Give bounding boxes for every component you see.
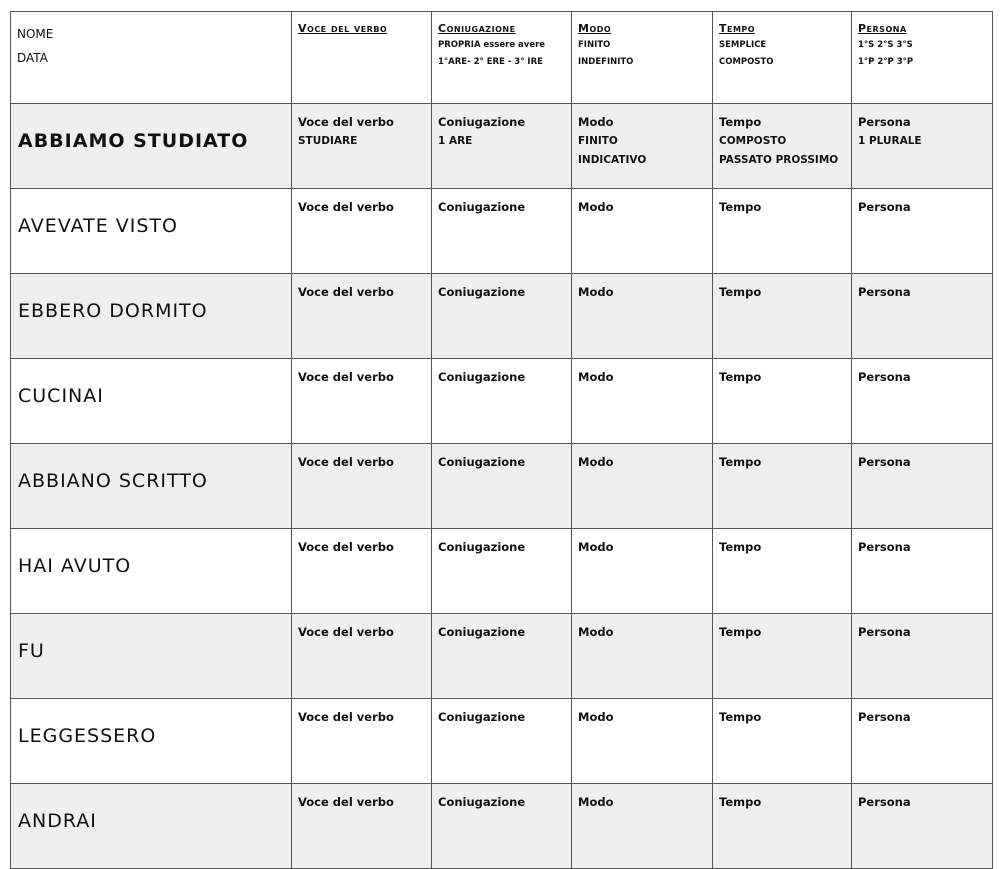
answer-cell-coniugazione[interactable]: Coniugazione	[432, 359, 572, 444]
answer-cell-modo[interactable]: Modo	[572, 444, 713, 529]
name-label: NOME	[17, 27, 54, 41]
answer-cell-coniugazione[interactable]: Coniugazione	[432, 274, 572, 359]
answer-cell-modo[interactable]: Modo	[572, 784, 713, 869]
answer-cell-voce[interactable]: Voce del verbo	[292, 444, 432, 529]
answer-cell-persona[interactable]: Persona	[852, 359, 993, 444]
answer-cell-tempo[interactable]: Tempo	[713, 784, 852, 869]
answer-cell-voce[interactable]: Voce del verbo	[292, 784, 432, 869]
table-row	[11, 189, 993, 274]
table-row	[11, 444, 993, 529]
answer-cell-modo[interactable]: Modo	[572, 274, 713, 359]
verb-label: ABBIAMO STUDIATO	[18, 130, 249, 152]
answer-cell-voce[interactable]: Voce del verbo	[292, 359, 432, 444]
answer-cell-voce[interactable]: Voce del verbo	[292, 699, 432, 784]
col-coniugazione: Coniugazione PROPRIA essere avere 1°ARE- 2° ERE - 3° IRE	[432, 12, 572, 104]
col-modo: Modo FINITO INDEFINITO	[572, 12, 713, 104]
verb-label: LEGGESSERO	[18, 725, 157, 747]
answer-cell-voce[interactable]: Voce del verbo	[292, 529, 432, 614]
table-row	[11, 614, 993, 699]
answer-cell-tempo[interactable]: Tempo	[713, 444, 852, 529]
answer-cell-coniugazione[interactable]: Coniugazione	[432, 784, 572, 869]
table-row	[11, 359, 993, 444]
table-row	[11, 699, 993, 784]
verb-label: CUCINAI	[18, 385, 104, 407]
verb-label: EBBERO DORMITO	[18, 300, 208, 322]
table-row	[11, 274, 993, 359]
answer-cell-tempo[interactable]: Tempo	[713, 189, 852, 274]
answer-cell-persona[interactable]: Persona	[852, 274, 993, 359]
header-row	[11, 12, 993, 104]
answer-cell-coniugazione[interactable]: Coniugazione	[432, 699, 572, 784]
answer-cell-tempo[interactable]: Tempo	[713, 614, 852, 699]
answer-cell-modo[interactable]: Modo	[572, 699, 713, 784]
answer-cell-coniugazione[interactable]: Coniugazione	[432, 529, 572, 614]
verb-label: ANDRAI	[18, 810, 97, 832]
table-row	[11, 529, 993, 614]
answer-cell-persona[interactable]: Persona	[852, 529, 993, 614]
answer-cell-tempo[interactable]: Tempo	[713, 359, 852, 444]
answer-cell-modo[interactable]: Modo	[572, 614, 713, 699]
example-row: ABBIAMO STUDIATO Voce del verbo STUDIARE Coniugazione 1 ARE Modo FINITO INDICATIVO Tempo COMPOSTO PASSATO PROSSIMO Persona 1 PLURALE	[11, 104, 993, 189]
answer-cell-modo[interactable]: Modo	[572, 359, 713, 444]
verb-analysis-table	[10, 11, 993, 869]
verb-label: AVEVATE VISTO	[18, 215, 178, 237]
answer-cell-coniugazione[interactable]: Coniugazione	[432, 614, 572, 699]
answer-cell-voce[interactable]: Voce del verbo	[292, 274, 432, 359]
answer-cell-persona[interactable]: Persona	[852, 444, 993, 529]
answer-cell-coniugazione[interactable]: Coniugazione	[432, 444, 572, 529]
answer-cell-voce[interactable]: Voce del verbo	[292, 614, 432, 699]
verb-label: HAI AVUTO	[18, 555, 132, 577]
col-voce: Voce del verbo	[292, 12, 432, 104]
answer-cell-persona[interactable]: Persona	[852, 699, 993, 784]
verb-label: ABBIANO SCRITTO	[18, 470, 208, 492]
answer-cell-voce[interactable]: Voce del verbo	[292, 189, 432, 274]
answer-cell-modo[interactable]: Modo	[572, 529, 713, 614]
col-tempo: Tempo SEMPLICE COMPOSTO	[713, 12, 852, 104]
answer-cell-coniugazione[interactable]: Coniugazione	[432, 189, 572, 274]
verb-label: FU	[18, 640, 45, 662]
answer-cell-tempo[interactable]: Tempo	[713, 274, 852, 359]
answer-cell-persona[interactable]: Persona	[852, 784, 993, 869]
col-persona: Persona 1°S 2°S 3°S 1°P 2°P 3°P	[852, 12, 993, 104]
answer-cell-persona[interactable]: Persona	[852, 189, 993, 274]
answer-cell-tempo[interactable]: Tempo	[713, 529, 852, 614]
answer-cell-modo[interactable]: Modo	[572, 189, 713, 274]
answer-cell-tempo[interactable]: Tempo	[713, 699, 852, 784]
answer-cell-persona[interactable]: Persona	[852, 614, 993, 699]
table-row	[11, 784, 993, 869]
date-label: DATA	[17, 51, 48, 65]
